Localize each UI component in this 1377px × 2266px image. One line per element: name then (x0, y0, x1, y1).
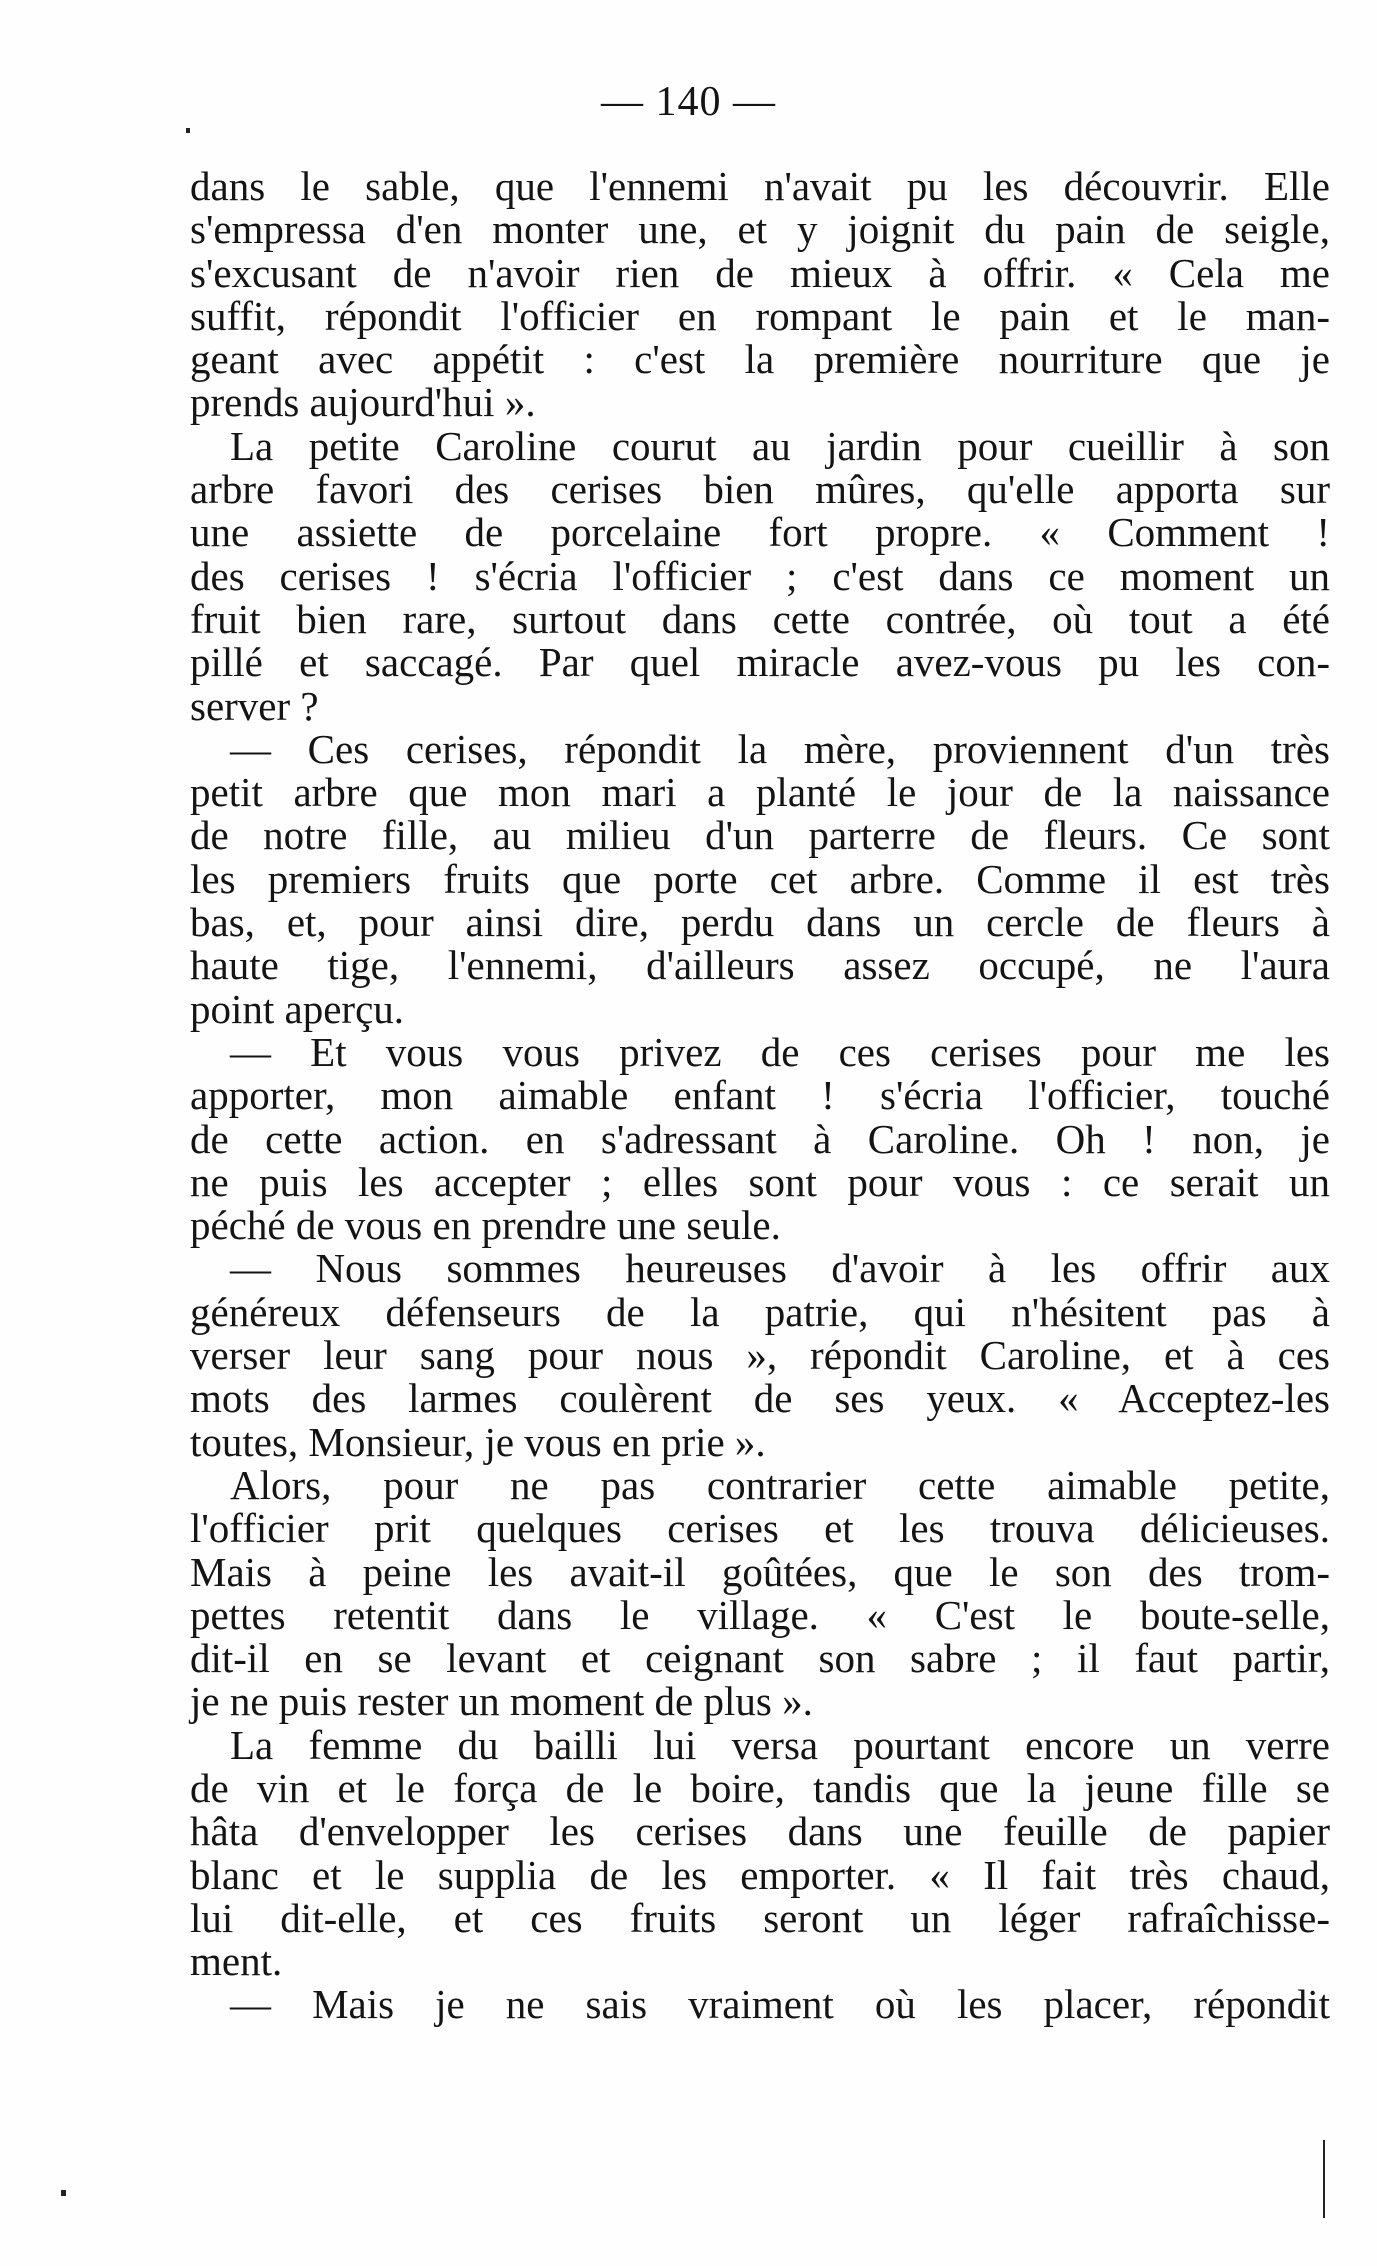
text-line: je ne puis rester un moment de plus ». (190, 1678, 813, 1725)
text-line: l'officier prit quelques cerises et les trouva délicieuses. (190, 1505, 1330, 1552)
text-line: lui dit-elle, et ces fruits seront un léger rafraîchisse- (190, 1894, 1330, 1941)
text-line: dit-il en se levant et ceignant son sabre ; il faut partir, (190, 1635, 1330, 1682)
text-line: de notre fille, au milieu d'un parterre de fleurs. Ce sont (190, 812, 1330, 859)
text-line: — Ces cerises, répondit la mère, proviennent d'un très (230, 725, 1330, 772)
text-line: mots des larmes coulèrent de ses yeux. « Acceptez-les (190, 1375, 1330, 1422)
text-line: ment. (190, 1938, 283, 1985)
text-line: généreux défenseurs de la patrie, qui n'hésitent pas à (190, 1288, 1330, 1335)
text-line: de vin et le força de le boire, tandis que la jeune fille se (190, 1764, 1330, 1811)
text-line: point aperçu. (190, 985, 405, 1032)
text-line: petit arbre que mon mari a planté le jour de la naissance (190, 769, 1330, 816)
text-line: ne puis les accepter ; elles sont pour vous : ce serait un (190, 1158, 1330, 1205)
text-line: Mais à peine les avait-il goûtées, que le son des trom- (190, 1548, 1330, 1595)
text-line: des cerises ! s'écria l'officier ; c'est dans ce moment un (190, 552, 1330, 599)
text-line: — Nous sommes heureuses d'avoir à les offrir aux (230, 1245, 1330, 1292)
text-line: dans le sable, que l'ennemi n'avait pu les découvrir. Elle (190, 163, 1330, 209)
text-line: haute tige, l'ennemi, d'ailleurs assez occupé, ne l'aura (190, 942, 1330, 989)
text-line: arbre favori des cerises bien mûres, qu'elle apporta sur (190, 466, 1330, 513)
text-line: bas, et, pour ainsi dire, perdu dans un cercle de fleurs à (190, 899, 1330, 946)
text-line: s'excusant de n'avoir rien de mieux à offrir. « Cela me (190, 249, 1330, 296)
text-line: pettes retentit dans le village. « C'est le boute-selle, (190, 1591, 1330, 1638)
text-line: péché de vous en prendre une seule. (190, 1202, 781, 1249)
text-line: les premiers fruits que porte cet arbre. Comme il est très (190, 855, 1330, 902)
text-line: La petite Caroline courut au jardin pour cueillir à son (230, 422, 1330, 469)
text-line: une assiette de porcelaine fort propre. « Comment ! (190, 509, 1330, 556)
text-line: verser leur sang pour nous », répondit Caroline, et à ces (190, 1332, 1330, 1379)
text-line: suffit, répondit l'officier en rompant le pain et le man- (190, 292, 1330, 339)
text-line: server ? (190, 682, 319, 729)
text-line: pillé et saccagé. Par quel miracle avez-vous pu les con- (190, 639, 1330, 686)
text-line: de cette action. en s'adressant à Caroline. Oh ! non, je (190, 1115, 1330, 1162)
scan-speck (186, 128, 190, 133)
scan-edge-line (1323, 2140, 1325, 2218)
text-line: — Et vous vous privez de ces cerises pour me les (230, 1028, 1330, 1075)
text-line: blanc et le supplia de les emporter. « Il fait très chaud, (190, 1851, 1330, 1898)
text-line: prends aujourd'hui ». (190, 379, 536, 426)
text-line: apporter, mon aimable enfant ! s'écria l'officier, touché (190, 1072, 1330, 1119)
text-line: La femme du bailli lui versa pourtant encore un verre (230, 1721, 1330, 1768)
text-line: geant avec appétit : c'est la première nourriture que je (190, 336, 1330, 383)
scan-speck (61, 2190, 66, 2196)
body-text (190, 165, 1330, 2027)
page-number: — 140 — (601, 79, 776, 125)
text-line: — Mais je ne sais vraiment où les placer, répondit (230, 1981, 1330, 2028)
text-line: toutes, Monsieur, je vous en prie ». (190, 1418, 766, 1465)
text-line: s'empressa d'en monter une, et y joignit du pain de seigle, (190, 206, 1330, 253)
text-line: hâta d'envelopper les cerises dans une feuille de papier (190, 1808, 1330, 1855)
text-line: fruit bien rare, surtout dans cette contrée, où tout a été (190, 595, 1330, 642)
text-line: Alors, pour ne pas contrarier cette aimable petite, (230, 1461, 1330, 1508)
